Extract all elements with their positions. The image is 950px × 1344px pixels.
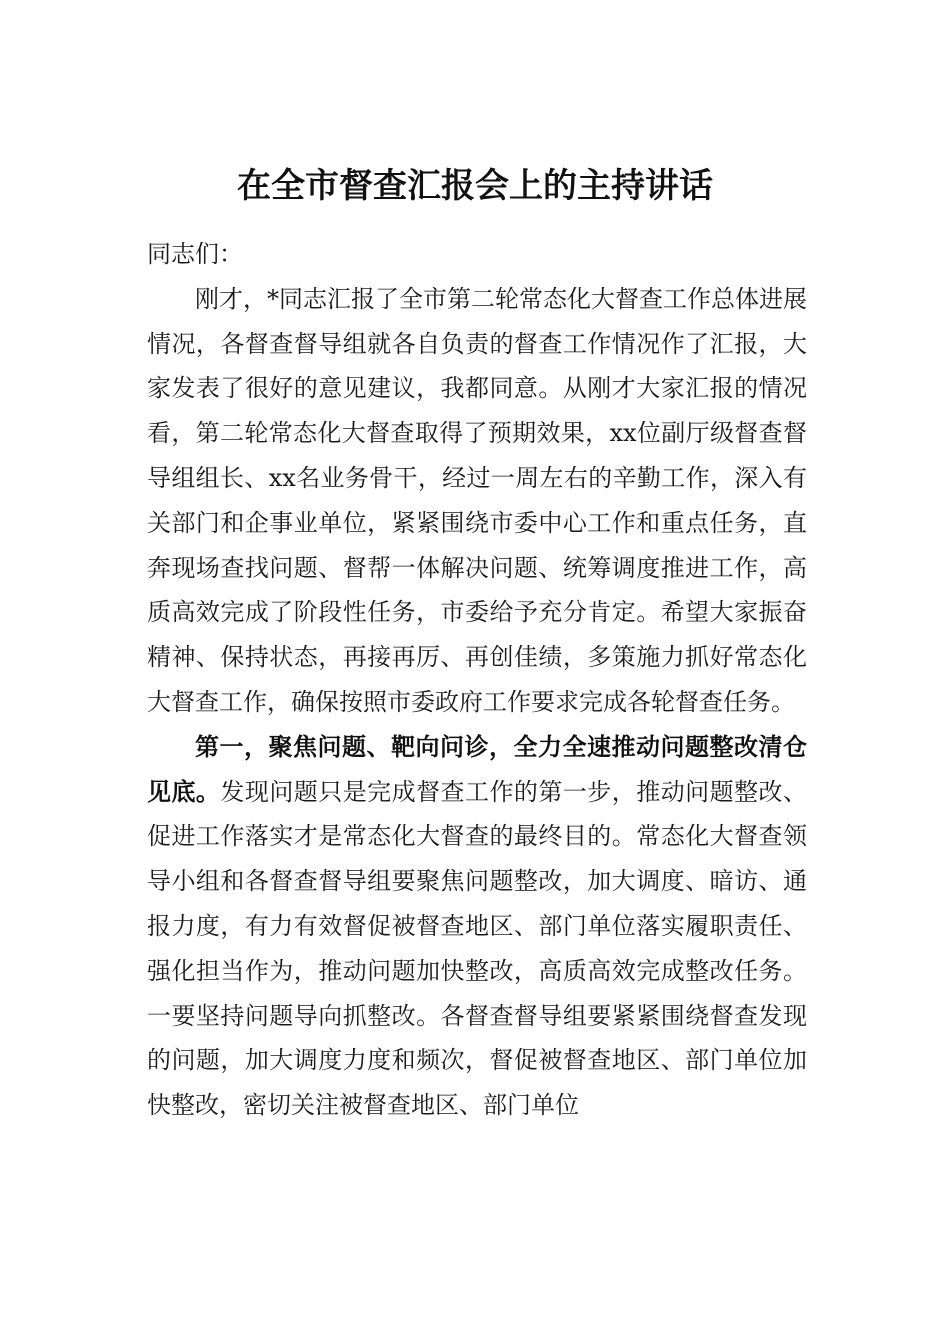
paragraph-2 <box>147 725 807 1128</box>
document-body <box>147 232 807 1128</box>
paragraph-1: 刚才，*同志汇报了全市第二轮常态化大督查工作总体进展情况，各督查督导组就各自负责的督查工作情况作了汇报，大家发表了很好的意见建议，我都同意。从刚才大家汇报的情况看，第二轮常态化大督查取得了预期效果，xx位副厅级督查督导组组长、xx名业务骨干，经过一周左右的辛勤工作，深入有关部门和企事业单位，紧紧围绕市委中心工作和重点任务，直奔现场查找问题、督帮一体解决问题、统筹调度推进工作，高质高效完成了阶段性任务，市委给予充分肯定。希望大家振奋精神、保持状态，再接再厉、再创佳绩，多策施力抓好常态化大督查工作，确保按照市委政府工作要求完成各轮督查任务。 <box>147 284 807 716</box>
document-title: 在全市督查汇报会上的主持讲话 <box>237 166 713 206</box>
salutation: 同志们： <box>147 240 243 268</box>
paragraph-2-body: 发现问题只是完成督查工作的第一步，推动问题整改、促进工作落实才是常态化大督查的最终目的。常态化大督查领导小组和各督查督导组要聚焦问题整改，加大调度、暗访、通报力度，有力有效督促被督查地区、部门单位落实履职责任、强化担当作为，推动问题加快整改，高质高效完成整改任务。一要坚持问题导向抓整改。各督查督导组要紧紧围绕督查发现的问题，加大调度力度和频次，督促被督查地区、部门单位加快整改，密切关注被督查地区、部门单位 <box>147 777 808 1120</box>
paragraph-2-heading: 第一，聚焦问题、靶向问诊，全力全速推动问题整改清仓见底。 <box>147 732 807 806</box>
